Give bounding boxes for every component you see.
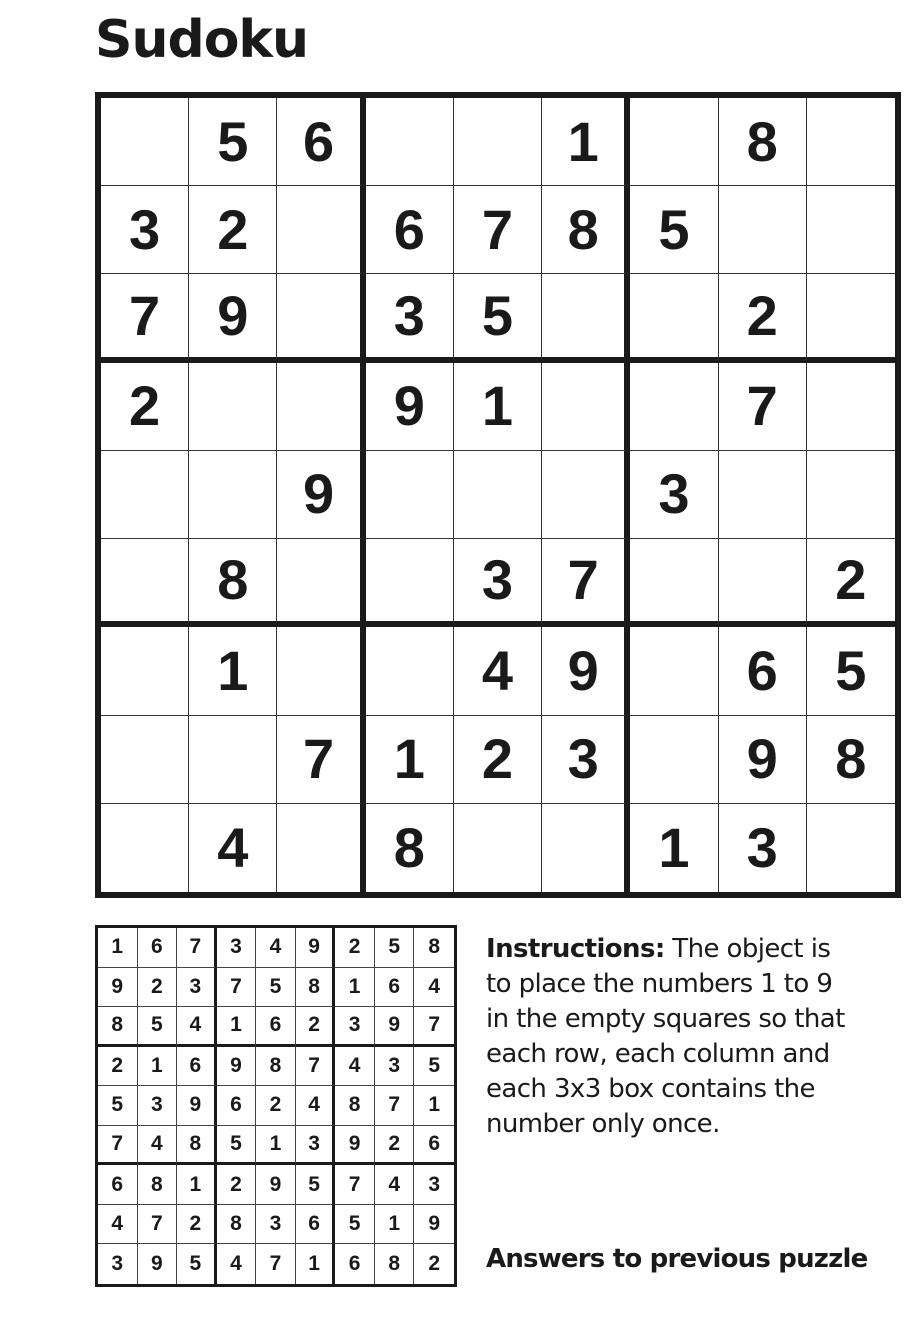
answer-cell: 4 — [414, 968, 454, 1008]
puzzle-empty-cell[interactable] — [719, 539, 807, 627]
answer-cell: 4 — [296, 1086, 336, 1126]
answer-cell: 2 — [296, 1007, 336, 1047]
puzzle-empty-cell[interactable] — [277, 274, 365, 362]
answer-cell: 2 — [98, 1047, 138, 1087]
puzzle-empty-cell[interactable] — [807, 804, 895, 892]
answer-cell: 2 — [177, 1205, 217, 1245]
puzzle-given-cell: 3 — [630, 451, 718, 539]
answer-cell: 9 — [256, 1165, 296, 1205]
answer-cell: 5 — [375, 928, 415, 968]
answer-cell: 3 — [138, 1086, 178, 1126]
puzzle-given-cell: 2 — [807, 539, 895, 627]
answer-cell: 9 — [375, 1007, 415, 1047]
puzzle-empty-cell[interactable] — [189, 363, 277, 451]
answer-cell: 8 — [335, 1086, 375, 1126]
answer-cell: 2 — [335, 928, 375, 968]
answer-cell: 9 — [414, 1205, 454, 1245]
puzzle-given-cell: 7 — [719, 363, 807, 451]
puzzle-given-cell: 8 — [366, 804, 454, 892]
answer-cell: 2 — [256, 1086, 296, 1126]
answer-cell: 8 — [98, 1007, 138, 1047]
puzzle-empty-cell[interactable] — [807, 186, 895, 274]
puzzle-empty-cell[interactable] — [366, 539, 454, 627]
puzzle-given-cell: 1 — [542, 98, 630, 186]
answer-cell: 4 — [375, 1165, 415, 1205]
answer-cell: 7 — [217, 968, 257, 1008]
puzzle-given-cell: 5 — [189, 98, 277, 186]
puzzle-given-cell: 2 — [454, 716, 542, 804]
answer-cell: 6 — [375, 968, 415, 1008]
puzzle-empty-cell[interactable] — [719, 451, 807, 539]
puzzle-given-cell: 9 — [366, 363, 454, 451]
answer-cell: 5 — [138, 1007, 178, 1047]
puzzle-empty-cell[interactable] — [454, 98, 542, 186]
answer-cell: 3 — [98, 1244, 138, 1284]
instructions-lead: Instructions: — [486, 934, 665, 964]
puzzle-empty-cell[interactable] — [630, 274, 718, 362]
answer-cell: 5 — [335, 1205, 375, 1245]
puzzle-given-cell: 7 — [454, 186, 542, 274]
puzzle-given-cell: 6 — [719, 627, 807, 715]
answer-cell: 1 — [414, 1086, 454, 1126]
puzzle-empty-cell[interactable] — [630, 363, 718, 451]
answer-cell: 9 — [138, 1244, 178, 1284]
puzzle-empty-cell[interactable] — [630, 539, 718, 627]
puzzle-given-cell: 7 — [542, 539, 630, 627]
puzzle-empty-cell[interactable] — [366, 451, 454, 539]
answer-cell: 5 — [256, 968, 296, 1008]
puzzle-empty-cell[interactable] — [277, 539, 365, 627]
answer-cell: 5 — [177, 1244, 217, 1284]
puzzle-empty-cell[interactable] — [101, 716, 189, 804]
puzzle-given-cell: 9 — [277, 451, 365, 539]
puzzle-given-cell: 2 — [101, 363, 189, 451]
answer-cell: 9 — [335, 1126, 375, 1166]
answer-cell: 1 — [335, 968, 375, 1008]
answer-cell: 6 — [256, 1007, 296, 1047]
answer-cell: 6 — [138, 928, 178, 968]
instructions-text — [486, 932, 886, 1142]
puzzle-given-cell: 5 — [454, 274, 542, 362]
puzzle-given-cell: 2 — [719, 274, 807, 362]
answer-cell: 8 — [296, 968, 336, 1008]
puzzle-empty-cell[interactable] — [630, 716, 718, 804]
answer-cell: 7 — [375, 1086, 415, 1126]
puzzle-empty-cell[interactable] — [101, 539, 189, 627]
puzzle-empty-cell[interactable] — [366, 627, 454, 715]
answer-cell: 8 — [138, 1165, 178, 1205]
puzzle-empty-cell[interactable] — [366, 98, 454, 186]
answer-cell: 6 — [98, 1165, 138, 1205]
puzzle-given-cell: 7 — [277, 716, 365, 804]
puzzle-empty-cell[interactable] — [807, 363, 895, 451]
puzzle-given-cell: 1 — [366, 716, 454, 804]
answer-cell: 6 — [335, 1244, 375, 1284]
answer-cell: 3 — [177, 968, 217, 1008]
answer-cell: 7 — [98, 1126, 138, 1166]
answer-cell: 2 — [217, 1165, 257, 1205]
puzzle-given-cell: 3 — [101, 186, 189, 274]
answer-cell: 8 — [217, 1205, 257, 1245]
puzzle-given-cell: 5 — [807, 627, 895, 715]
answer-cell: 3 — [256, 1205, 296, 1245]
puzzle-given-cell: 2 — [189, 186, 277, 274]
puzzle-given-cell: 4 — [189, 804, 277, 892]
answer-cell: 4 — [98, 1205, 138, 1245]
answer-cell: 2 — [375, 1126, 415, 1166]
answer-cell: 7 — [335, 1165, 375, 1205]
instructions-line: each row, each column and — [486, 1039, 830, 1069]
answer-cell: 6 — [177, 1047, 217, 1087]
answer-cell: 4 — [138, 1126, 178, 1166]
puzzle-given-cell: 8 — [189, 539, 277, 627]
instructions-line: number only once. — [486, 1109, 720, 1139]
puzzle-empty-cell[interactable] — [277, 363, 365, 451]
puzzle-given-cell: 9 — [719, 716, 807, 804]
answer-cell: 9 — [98, 968, 138, 1008]
answer-cell: 8 — [256, 1047, 296, 1087]
answer-cell: 3 — [217, 928, 257, 968]
puzzle-empty-cell[interactable] — [807, 98, 895, 186]
instructions-line: to place the numbers 1 to 9 — [486, 969, 833, 999]
answer-cell: 1 — [217, 1007, 257, 1047]
puzzle-given-cell: 7 — [101, 274, 189, 362]
puzzle-empty-cell[interactable] — [542, 451, 630, 539]
puzzle-empty-cell[interactable] — [542, 274, 630, 362]
puzzle-empty-cell[interactable] — [630, 627, 718, 715]
puzzle-empty-cell[interactable] — [101, 98, 189, 186]
answer-cell: 4 — [177, 1007, 217, 1047]
puzzle-empty-cell[interactable] — [542, 804, 630, 892]
answer-cell: 1 — [177, 1165, 217, 1205]
answer-cell: 5 — [217, 1126, 257, 1166]
puzzle-empty-cell[interactable] — [454, 804, 542, 892]
puzzle-given-cell: 3 — [366, 274, 454, 362]
puzzle-empty-cell[interactable] — [807, 274, 895, 362]
puzzle-given-cell: 3 — [719, 804, 807, 892]
puzzle-given-cell: 9 — [542, 627, 630, 715]
answer-cell: 3 — [375, 1047, 415, 1087]
answer-cell: 1 — [256, 1126, 296, 1166]
puzzle-given-cell: 3 — [454, 539, 542, 627]
puzzle-given-cell: 5 — [630, 186, 718, 274]
sudoku-puzzle-grid — [95, 92, 901, 898]
puzzle-empty-cell[interactable] — [719, 186, 807, 274]
answers-caption: Answers to previous puzzle — [486, 1244, 868, 1274]
puzzle-given-cell: 6 — [277, 98, 365, 186]
answer-cell: 6 — [414, 1126, 454, 1166]
answer-cell: 2 — [138, 968, 178, 1008]
page-title: Sudoku — [95, 10, 309, 70]
answer-cell: 6 — [296, 1205, 336, 1245]
answer-cell: 1 — [375, 1205, 415, 1245]
answer-cell: 9 — [217, 1047, 257, 1087]
puzzle-empty-cell[interactable] — [101, 451, 189, 539]
answer-cell: 9 — [296, 928, 336, 968]
answer-cell: 3 — [296, 1126, 336, 1166]
answer-cell: 1 — [296, 1244, 336, 1284]
puzzle-empty-cell[interactable] — [807, 451, 895, 539]
puzzle-empty-cell[interactable] — [189, 451, 277, 539]
puzzle-given-cell: 1 — [454, 363, 542, 451]
answer-cell: 8 — [414, 928, 454, 968]
answer-cell: 4 — [217, 1244, 257, 1284]
answer-cell: 8 — [177, 1126, 217, 1166]
answer-cell: 1 — [138, 1047, 178, 1087]
puzzle-empty-cell[interactable] — [630, 98, 718, 186]
puzzle-empty-cell[interactable] — [454, 451, 542, 539]
puzzle-given-cell: 6 — [366, 186, 454, 274]
puzzle-empty-cell[interactable] — [101, 804, 189, 892]
puzzle-empty-cell[interactable] — [189, 716, 277, 804]
puzzle-given-cell: 1 — [189, 627, 277, 715]
previous-answers-grid — [95, 925, 457, 1287]
puzzle-given-cell: 8 — [719, 98, 807, 186]
puzzle-empty-cell[interactable] — [277, 627, 365, 715]
answer-cell: 7 — [256, 1244, 296, 1284]
answer-cell: 2 — [428, 1252, 441, 1276]
answer-cell: 8 — [375, 1244, 415, 1284]
answer-cell: 1 — [98, 928, 138, 968]
answer-cell: 3 — [414, 1165, 454, 1205]
puzzle-given-cell: 9 — [189, 274, 277, 362]
answer-cell: 4 — [335, 1047, 375, 1087]
answer-cell: 3 — [335, 1007, 375, 1047]
puzzle-given-cell: 4 — [454, 627, 542, 715]
instructions-line: each 3x3 box contains the — [486, 1074, 815, 1104]
puzzle-given-cell: 8 — [542, 186, 630, 274]
puzzle-empty-cell[interactable] — [277, 186, 365, 274]
puzzle-given-cell: 1 — [630, 804, 718, 892]
answer-cell: 7 — [177, 928, 217, 968]
instructions-line: The object is — [664, 934, 831, 964]
answer-cell: 7 — [296, 1047, 336, 1087]
answer-cell: 4 — [256, 928, 296, 968]
answer-cell: 5 — [296, 1165, 336, 1205]
answer-cell: 9 — [177, 1086, 217, 1126]
instructions-line: in the empty squares so that — [486, 1004, 845, 1034]
answer-cell: 6 — [217, 1086, 257, 1126]
puzzle-given-cell: 3 — [542, 716, 630, 804]
puzzle-given-cell: 8 — [807, 716, 895, 804]
answer-cell: 7 — [414, 1007, 454, 1047]
puzzle-empty-cell[interactable] — [542, 363, 630, 451]
answer-cell: 5 — [414, 1047, 454, 1087]
puzzle-empty-cell[interactable] — [101, 627, 189, 715]
answer-cell: 5 — [98, 1086, 138, 1126]
answer-cell: 7 — [138, 1205, 178, 1245]
puzzle-empty-cell[interactable] — [277, 804, 365, 892]
